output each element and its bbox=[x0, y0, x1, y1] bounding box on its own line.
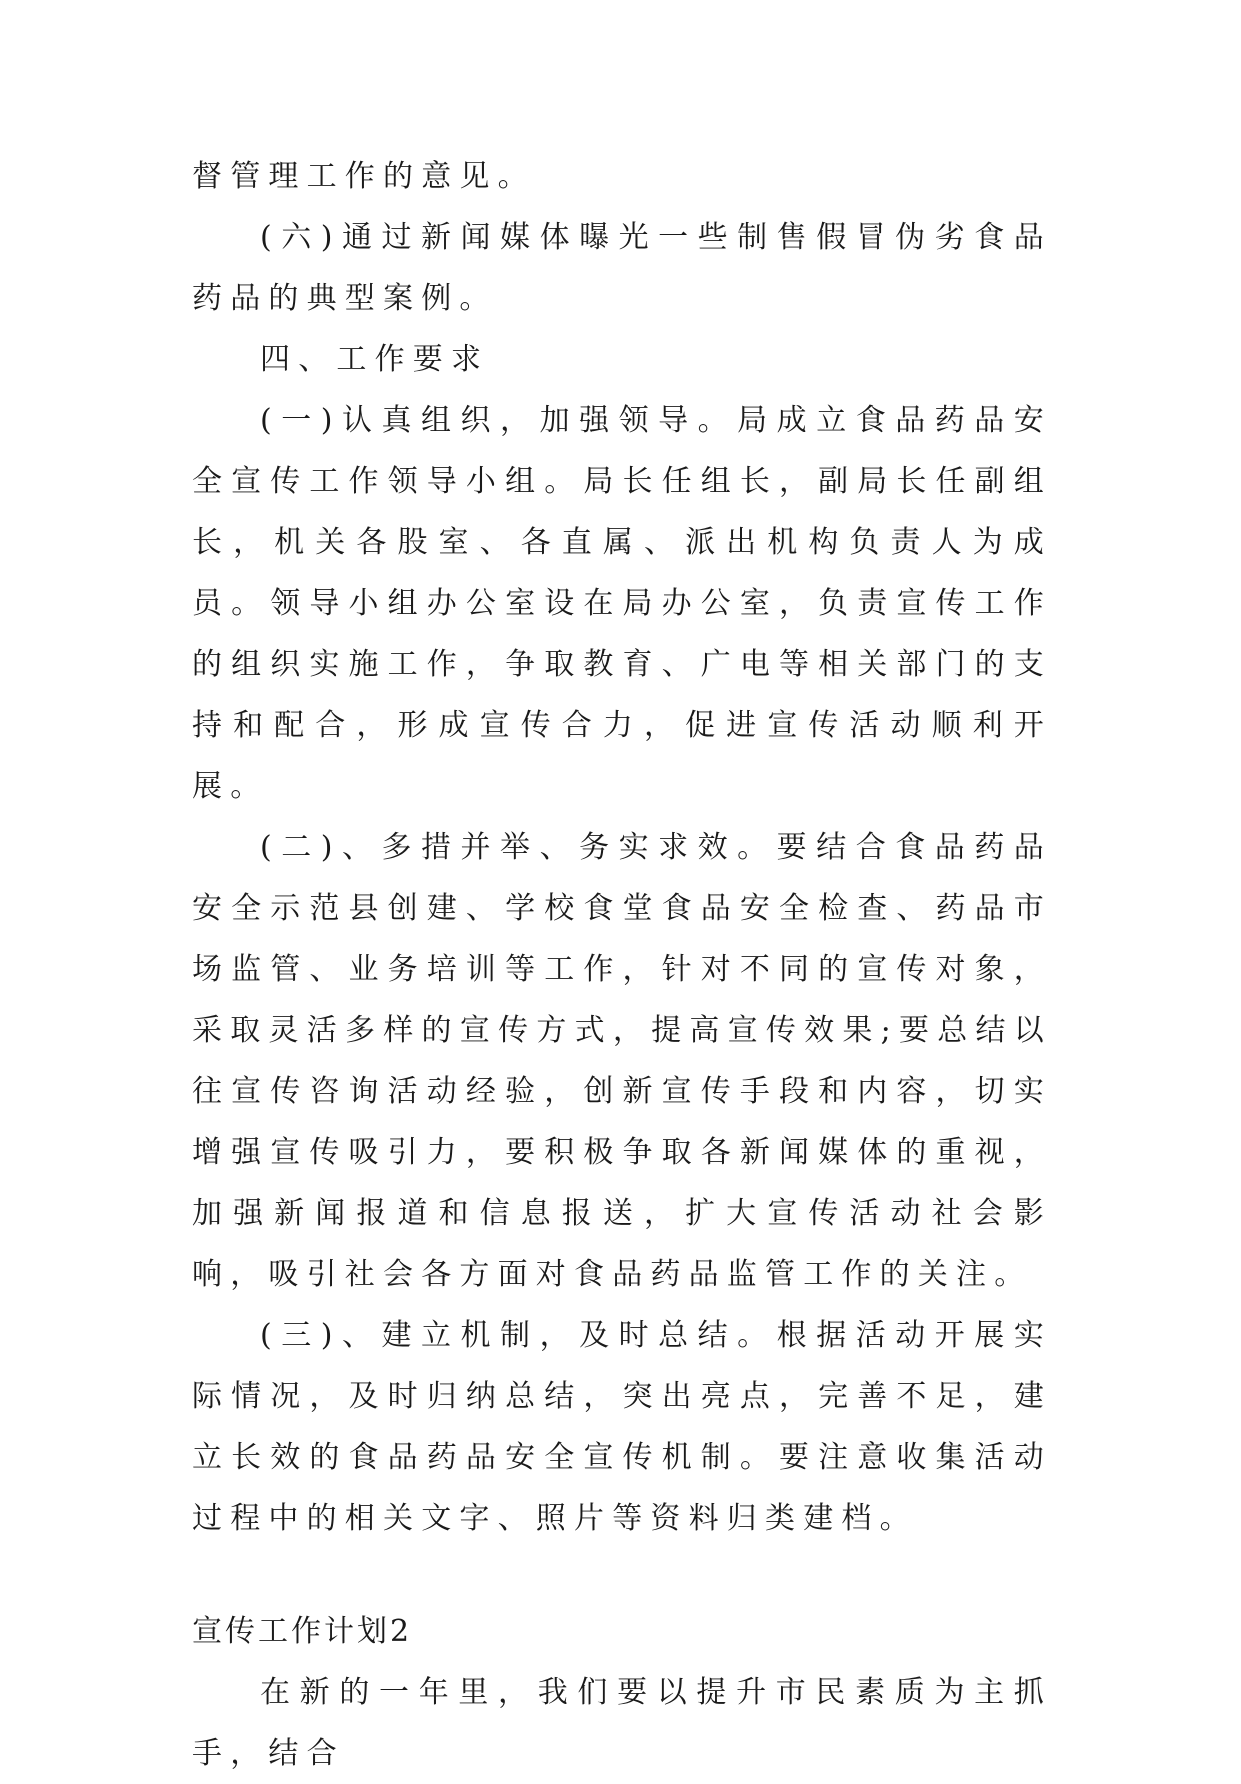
section-title: 宣传工作计划2 bbox=[192, 1614, 413, 1649]
paragraph-requirement-one: (一)认真组织，加强领导。局成立食品药品安全宣传工作领导小组。局长任组长，副局长任副组长，机关各股室、各直属、派出机构负责人为成员。领导小组办公室设在局办公室，负责宣传工作的组织实施工作，争取教育、广电等相关部门的支持和配合，形成宣传合力，促进宣传活动顺利开展。 bbox=[192, 403, 1052, 804]
paragraph-requirement-two: (二)、多措并举、务实求效。要结合食品药品安全示范县创建、学校食堂食品安全检查、药品市场监管、业务培训等工作，针对不同的宣传对象，采取灵活多样的宣传方式，提高宣传效果;要总结以往宣传咨询活动经验，创新宣传手段和内容，切实增强宣传吸引力，要积极争取各新闻媒体的重视，加强新闻报道和信息报送，扩大宣传活动社会影响，吸引社会各方面对食品药品监管工作的关注。 bbox=[192, 830, 1052, 1292]
document-body bbox=[192, 146, 1052, 1784]
section-spacer bbox=[192, 1549, 1052, 1601]
paragraph-requirement-three: (三)、建立机制，及时总结。根据活动开展实际情况，及时归纳总结，突出亮点，完善不足，建立长效的食品药品安全宣传机制。要注意收集活动过程中的相关文字、照片等资料归类建档。 bbox=[192, 1318, 1052, 1536]
paragraph-plan-two-intro: 在新的一年里，我们要以提升市民素质为主抓手，结合 bbox=[192, 1675, 1052, 1771]
paragraph-continuation: 督管理工作的意见。 bbox=[192, 159, 536, 194]
section-heading-work-requirements: 四、工作要求 bbox=[260, 342, 490, 377]
paragraph-item-six: (六)通过新闻媒体曝光一些制售假冒伪劣食品药品的典型案例。 bbox=[192, 220, 1052, 316]
